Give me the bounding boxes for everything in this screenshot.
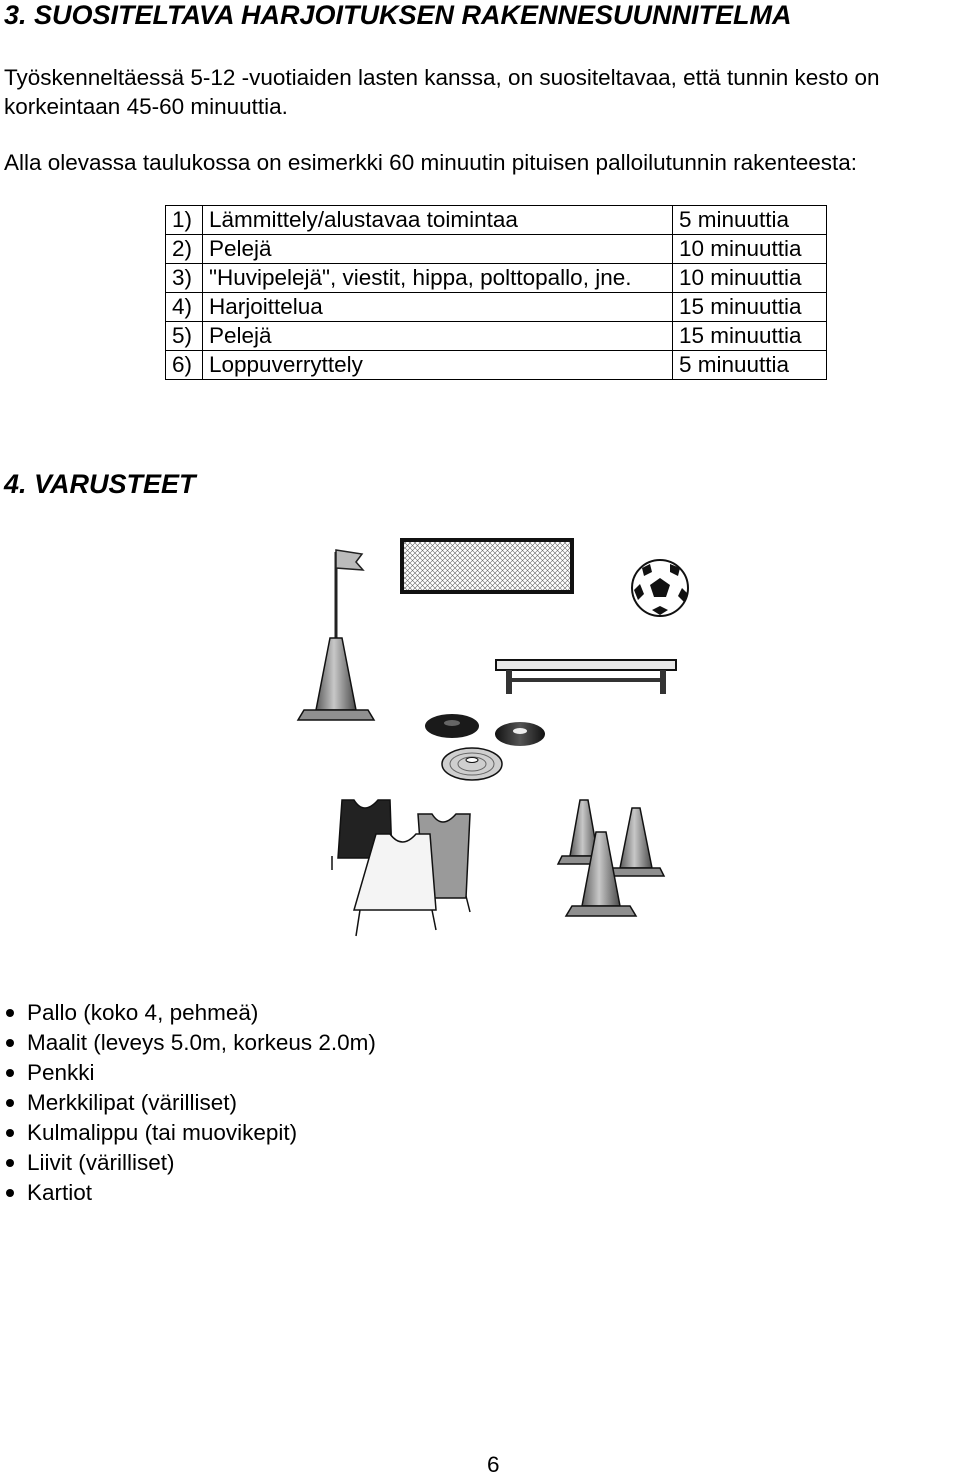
list-item-text: Pallo (koko 4, pehmeä) (27, 1000, 259, 1025)
row-activity: Lämmittely/alustavaa toimintaa (203, 206, 673, 235)
row-activity: Pelejä (203, 322, 673, 351)
row-activity: Pelejä (203, 235, 673, 264)
training-bibs-icon (332, 800, 470, 936)
bullet-icon (6, 1189, 14, 1197)
goal-net-icon (402, 540, 572, 592)
sports-equipment-illustration (290, 538, 710, 948)
list-item (0, 998, 376, 1028)
row-activity: Harjoittelua (203, 293, 673, 322)
bullet-icon (6, 1039, 14, 1047)
list-item (0, 1058, 376, 1088)
table-row (166, 235, 827, 264)
bullet-icon (6, 1099, 14, 1107)
table-row (166, 293, 827, 322)
row-number: 3) (166, 264, 203, 293)
row-number: 5) (166, 322, 203, 351)
row-duration: 15 minuuttia (673, 293, 827, 322)
list-item-text: Merkkilipat (värilliset) (27, 1090, 238, 1115)
list-item-text: Penkki (27, 1060, 95, 1085)
list-item (0, 1148, 376, 1178)
row-activity: "Huvipelejä", viestit, hippa, polttopallo, jne. (203, 264, 673, 293)
lesson-structure-table (165, 205, 827, 380)
list-item-text: Liivit (värilliset) (27, 1150, 175, 1175)
bullet-icon (6, 1069, 14, 1077)
intro-line-2: korkeintaan 45-60 minuuttia. (4, 94, 288, 119)
list-item (0, 1178, 376, 1208)
section-3-title: 3. SUOSITELTAVA HARJOITUKSEN RAKENNESUUNNITELMA (4, 0, 792, 30)
list-item-text: Kulmalippu (tai muovikepit) (27, 1120, 298, 1145)
equipment-list (0, 998, 376, 1208)
row-duration: 5 minuuttia (673, 206, 827, 235)
corner-flag-icon (298, 550, 374, 720)
row-number: 2) (166, 235, 203, 264)
soccer-ball-icon (632, 560, 688, 616)
intro-line-1: Työskenneltäessä 5-12 -vuotiaiden lasten kanssa, on suositeltavaa, että tunnin kesto on (4, 65, 880, 90)
row-duration: 5 minuuttia (673, 351, 827, 380)
list-item (0, 1088, 376, 1118)
row-number: 6) (166, 351, 203, 380)
bullet-icon (6, 1129, 14, 1137)
list-item (0, 1118, 376, 1148)
row-duration: 10 minuuttia (673, 264, 827, 293)
row-activity: Loppuverryttely (203, 351, 673, 380)
table-row (166, 322, 827, 351)
marker-cones-icon (425, 714, 545, 780)
row-duration: 10 minuuttia (673, 235, 827, 264)
bullet-icon (6, 1009, 14, 1017)
traffic-cones-icon (558, 800, 664, 916)
list-item (0, 1028, 376, 1058)
table-row (166, 264, 827, 293)
bench-icon (496, 660, 676, 694)
row-duration: 15 minuuttia (673, 322, 827, 351)
bullet-icon (6, 1159, 14, 1167)
row-number: 1) (166, 206, 203, 235)
table-row (166, 351, 827, 380)
page-number: 6 (487, 1452, 500, 1477)
row-number: 4) (166, 293, 203, 322)
table-row (166, 206, 827, 235)
table-intro: Alla olevassa taulukossa on esimerkki 60 minuutin pituisen palloilutunnin rakenteesta: (4, 150, 857, 175)
list-item-text: Maalit (leveys 5.0m, korkeus 2.0m) (27, 1030, 376, 1055)
list-item-text: Kartiot (27, 1180, 93, 1205)
section-4-title: 4. VARUSTEET (4, 469, 196, 499)
